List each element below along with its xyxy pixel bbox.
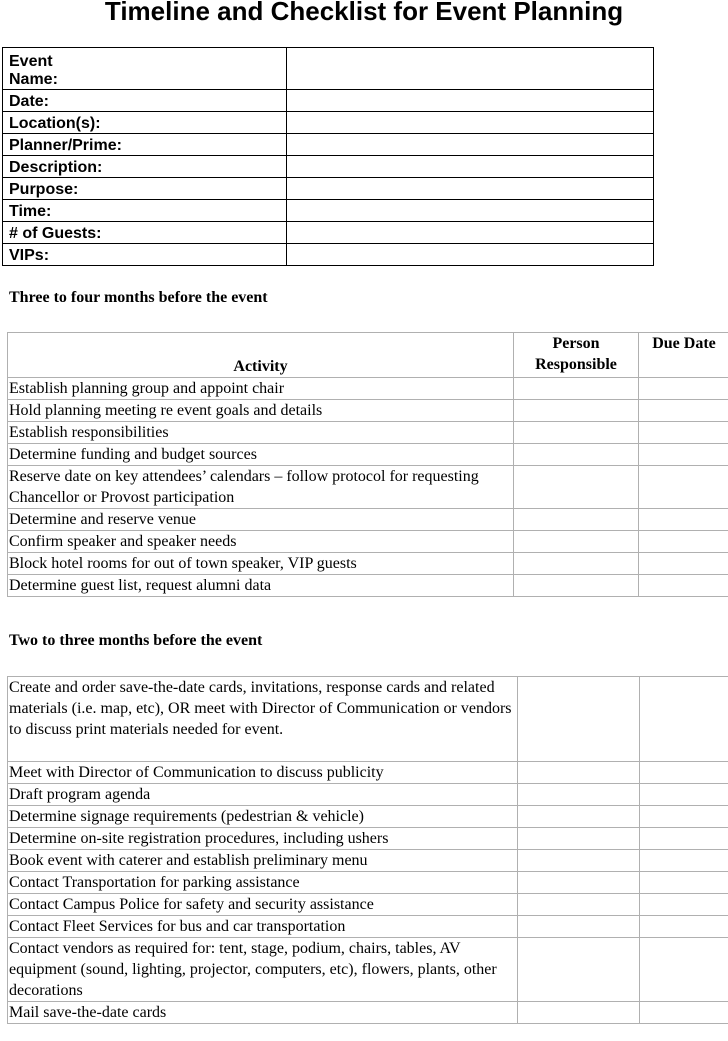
purpose-label: Purpose:: [3, 178, 287, 200]
task-person-cell[interactable]: [518, 872, 640, 894]
guests-field[interactable]: [287, 222, 654, 244]
task-due-cell[interactable]: [639, 531, 728, 553]
task-person-cell[interactable]: [518, 784, 640, 806]
section-heading-2: Two to three months before the event: [9, 632, 263, 649]
task-due-cell[interactable]: [639, 466, 728, 509]
task-person-cell[interactable]: [518, 806, 640, 828]
task-person-cell[interactable]: [514, 444, 639, 466]
task-activity: Establish responsibilities: [8, 422, 514, 444]
task-person-cell[interactable]: [514, 378, 639, 400]
task-activity: Determine funding and budget sources: [8, 444, 514, 466]
time-field[interactable]: [287, 200, 654, 222]
task-person-cell[interactable]: [518, 916, 640, 938]
task-activity: Establish planning group and appoint chair: [8, 378, 514, 400]
task-activity: Contact Campus Police for safety and security assistance: [8, 894, 518, 916]
task-person-cell[interactable]: [518, 894, 640, 916]
vips-field[interactable]: [287, 244, 654, 266]
task-person-cell[interactable]: [518, 850, 640, 872]
task-activity: Determine and reserve venue: [8, 509, 514, 531]
task-due-cell[interactable]: [640, 916, 728, 938]
event-info-table: [2, 47, 654, 266]
task-activity: Hold planning meeting re event goals and details: [8, 400, 514, 422]
task-activity: Mail save-the-date cards: [8, 1002, 518, 1024]
task-due-cell[interactable]: [640, 762, 728, 784]
task-activity: Contact Transportation for parking assistance: [8, 872, 518, 894]
planner-field[interactable]: [287, 134, 654, 156]
task-person-cell[interactable]: [514, 553, 639, 575]
task-activity: Book event with caterer and establish preliminary menu: [8, 850, 518, 872]
task-due-cell[interactable]: [639, 509, 728, 531]
task-person-cell[interactable]: [514, 531, 639, 553]
task-person-cell[interactable]: [514, 466, 639, 509]
date-field[interactable]: [287, 90, 654, 112]
task-person-cell[interactable]: [518, 677, 640, 762]
due-date-header: Due Date: [639, 333, 728, 378]
task-due-cell[interactable]: [640, 677, 728, 762]
task-activity: Meet with Director of Communication to discuss publicity: [8, 762, 518, 784]
event-name-label: Event Name:: [3, 48, 287, 90]
task-due-cell[interactable]: [640, 1002, 728, 1024]
page-title: Timeline and Checklist for Event Planning: [104, 0, 624, 26]
task-activity: Create and order save-the-date cards, invitations, response cards and related materials (i.e. map, etc), OR meet with Director of Communication or vendors to discuss print materials needed for event.: [8, 677, 518, 762]
task-due-cell[interactable]: [640, 872, 728, 894]
task-person-cell[interactable]: [518, 938, 640, 1002]
task-due-cell[interactable]: [639, 575, 728, 597]
task-activity: Reserve date on key attendees’ calendars – follow protocol for requesting Chancellor or Provost participation: [8, 466, 514, 509]
person-responsible-header: Person Responsible: [514, 333, 639, 378]
guests-label: # of Guests:: [3, 222, 287, 244]
task-due-cell[interactable]: [639, 422, 728, 444]
checklist-table-1: [7, 332, 728, 597]
event-name-field[interactable]: [287, 48, 654, 90]
task-person-cell[interactable]: [514, 422, 639, 444]
task-activity: Draft program agenda: [8, 784, 518, 806]
description-field[interactable]: [287, 156, 654, 178]
task-person-cell[interactable]: [518, 828, 640, 850]
location-field[interactable]: [287, 112, 654, 134]
time-label: Time:: [3, 200, 287, 222]
task-activity: Determine signage requirements (pedestrian & vehicle): [8, 806, 518, 828]
vips-label: VIPs:: [3, 244, 287, 266]
task-due-cell[interactable]: [640, 828, 728, 850]
description-label: Description:: [3, 156, 287, 178]
task-person-cell[interactable]: [518, 1002, 640, 1024]
task-due-cell[interactable]: [639, 444, 728, 466]
section-heading-1: Three to four months before the event: [9, 289, 268, 306]
task-activity: Contact Fleet Services for bus and car transportation: [8, 916, 518, 938]
task-activity: Determine on-site registration procedures, including ushers: [8, 828, 518, 850]
task-activity: Contact vendors as required for: tent, stage, podium, chairs, tables, AV equipment (sound, lighting, projector, computers, etc), flowers, plants, other decorations: [8, 938, 518, 1002]
task-person-cell[interactable]: [514, 575, 639, 597]
task-due-cell[interactable]: [640, 938, 728, 1002]
task-due-cell[interactable]: [640, 894, 728, 916]
purpose-field[interactable]: [287, 178, 654, 200]
task-activity: Determine guest list, request alumni data: [8, 575, 514, 597]
task-activity: Block hotel rooms for out of town speaker, VIP guests: [8, 553, 514, 575]
checklist-table-2: [7, 676, 728, 1024]
task-due-cell[interactable]: [639, 553, 728, 575]
location-label: Location(s):: [3, 112, 287, 134]
task-due-cell[interactable]: [639, 400, 728, 422]
task-due-cell[interactable]: [640, 850, 728, 872]
activity-header: Activity: [8, 333, 514, 378]
task-activity: Confirm speaker and speaker needs: [8, 531, 514, 553]
task-due-cell[interactable]: [640, 784, 728, 806]
task-person-cell[interactable]: [514, 509, 639, 531]
task-due-cell[interactable]: [640, 806, 728, 828]
date-label: Date:: [3, 90, 287, 112]
task-person-cell[interactable]: [514, 400, 639, 422]
task-person-cell[interactable]: [518, 762, 640, 784]
planner-label: Planner/Prime:: [3, 134, 287, 156]
task-due-cell[interactable]: [639, 378, 728, 400]
